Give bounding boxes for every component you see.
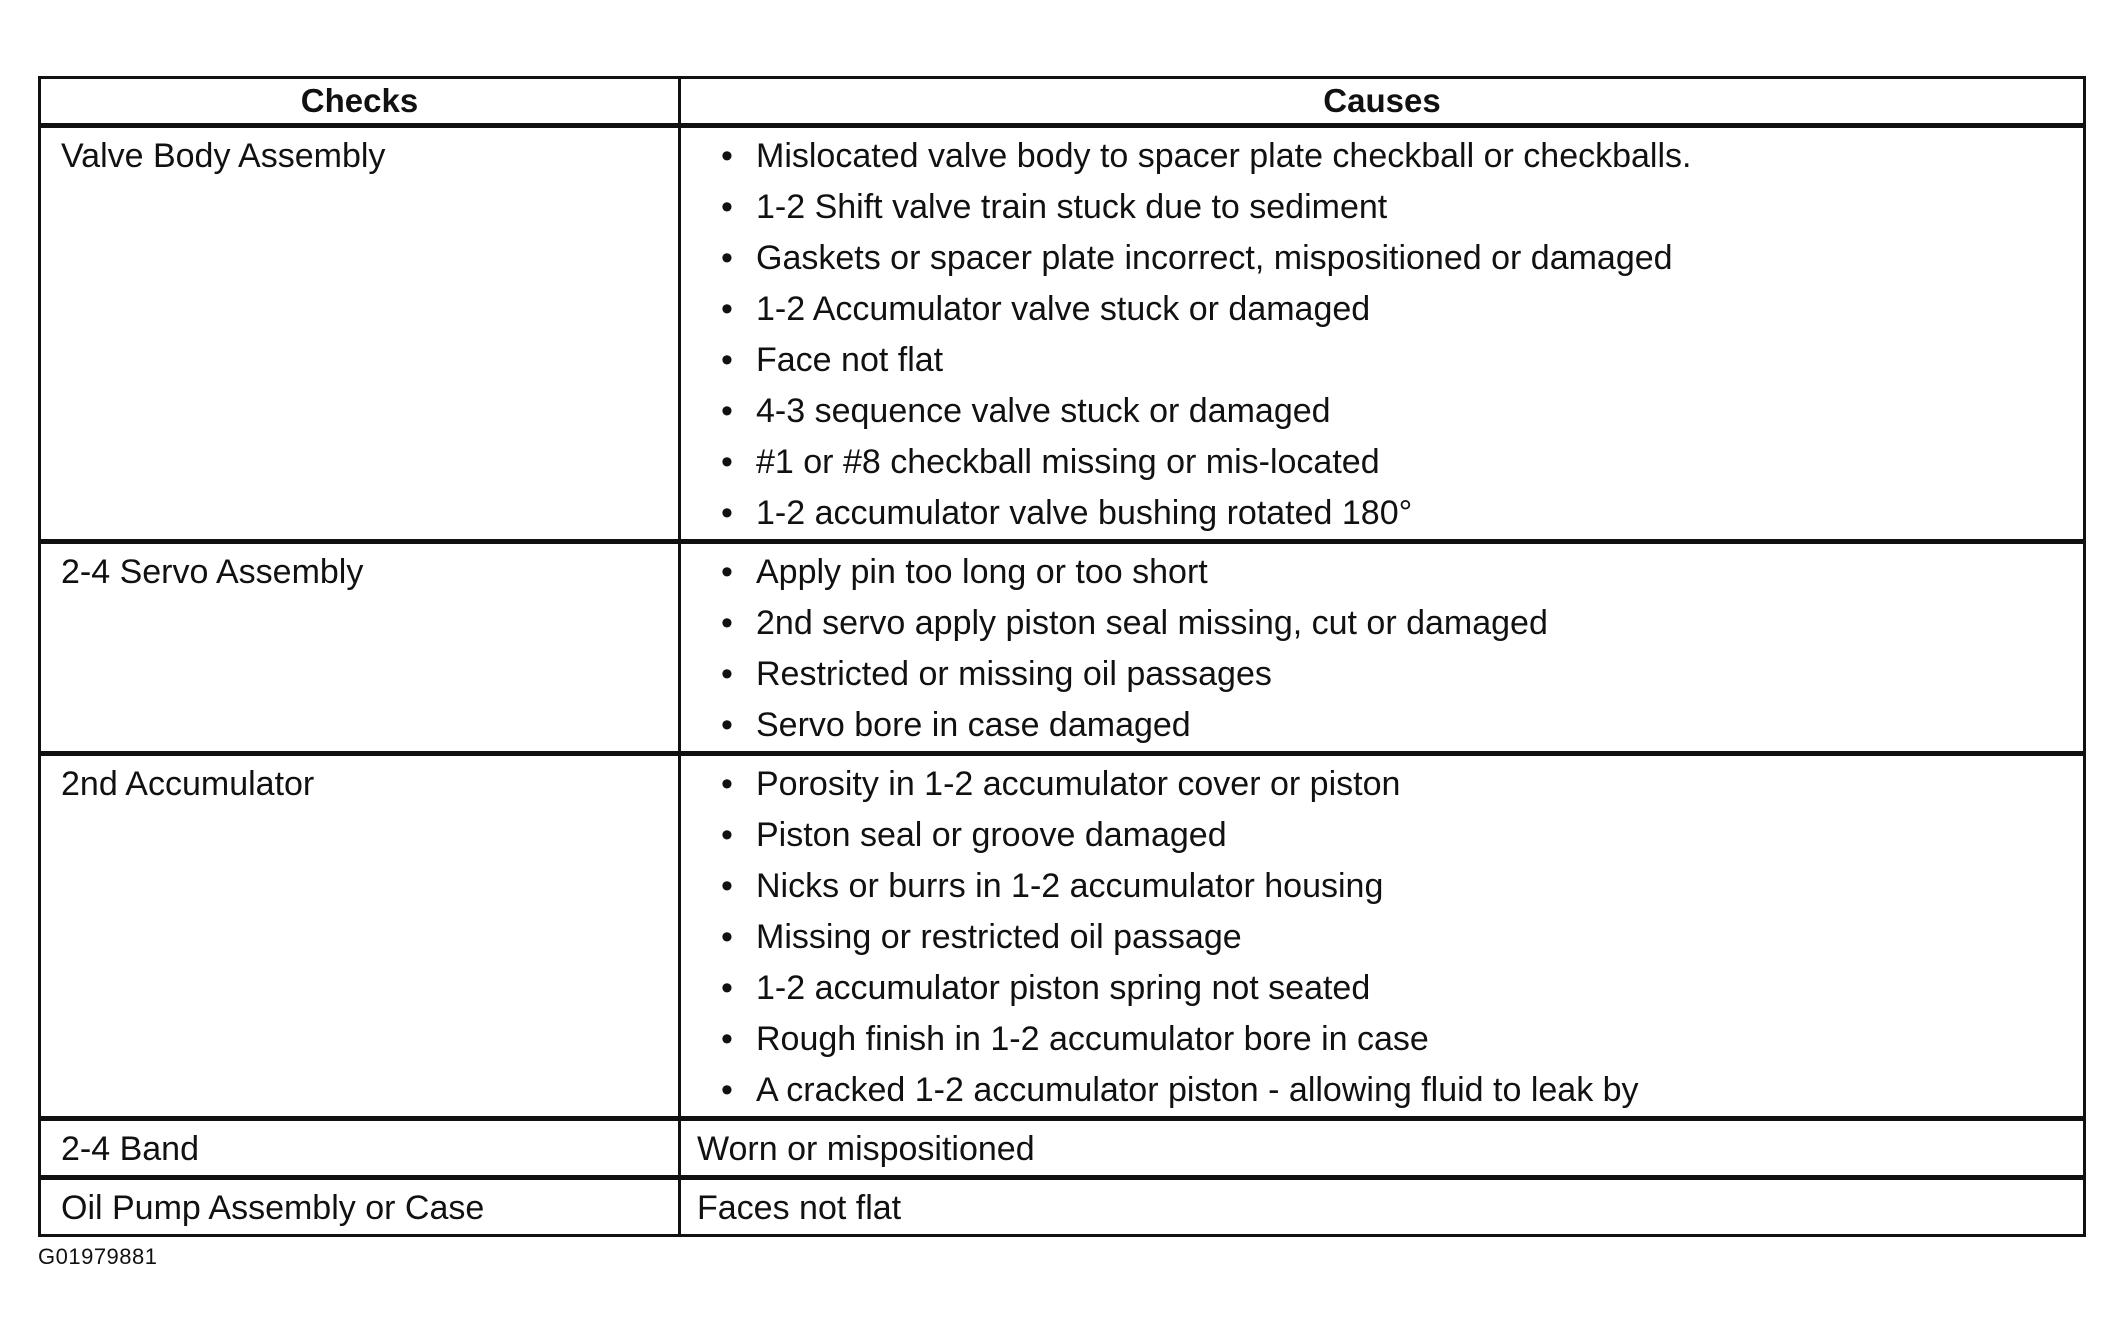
diagnosis-table: [38, 76, 2086, 1237]
cause-item: [721, 759, 2073, 810]
bullet-icon: •: [721, 655, 733, 693]
cause-item: [721, 437, 2073, 488]
bullet-icon: •: [721, 1020, 733, 1058]
causes-cell: [680, 754, 2085, 1119]
cause-item: [721, 182, 2073, 233]
cause-cell: Faces not flat: [680, 1178, 2085, 1236]
cause-item: [721, 233, 2073, 284]
bullet-icon: •: [721, 918, 733, 956]
causes-list: [721, 547, 2073, 751]
bullet-icon: •: [721, 553, 733, 591]
cause-item: [721, 598, 2073, 649]
cause-text: A cracked 1-2 accumulator piston - allowing fluid to leak by: [756, 1071, 1639, 1109]
cause-item: [721, 1014, 2073, 1065]
table-row: [40, 1119, 2085, 1178]
check-cell: 2-4 Band: [40, 1119, 680, 1178]
cause-item: [721, 488, 2073, 539]
cause-text: 2nd servo apply piston seal missing, cut or damaged: [756, 604, 1548, 642]
cause-text: Gaskets or spacer plate incorrect, mispositioned or damaged: [756, 239, 1673, 277]
cause-item: [721, 810, 2073, 861]
cause-text: Restricted or missing oil passages: [756, 655, 1272, 693]
table-row: [40, 1178, 2085, 1236]
cause-text: Mislocated valve body to spacer plate checkball or checkballs.: [756, 137, 1692, 175]
cause-item: [721, 861, 2073, 912]
causes-list: [721, 131, 2073, 539]
bullet-icon: •: [721, 443, 733, 481]
figure-id: G01979881: [38, 1244, 158, 1269]
check-cell: Valve Body Assembly: [40, 126, 680, 542]
cause-text: Nicks or burrs in 1-2 accumulator housing: [756, 867, 1384, 905]
table-row: [40, 126, 2085, 542]
cause-text: 1-2 Accumulator valve stuck or damaged: [756, 290, 1371, 328]
cause-item: [721, 649, 2073, 700]
cause-text: Rough finish in 1-2 accumulator bore in case: [756, 1020, 1429, 1058]
cause-text: 4-3 sequence valve stuck or damaged: [756, 392, 1331, 430]
header-row: [40, 78, 2085, 126]
bullet-icon: •: [721, 290, 733, 328]
cause-text: 1-2 accumulator piston spring not seated: [756, 969, 1371, 1007]
header-checks: Checks: [40, 78, 680, 126]
cause-cell: Worn or mispositioned: [680, 1119, 2085, 1178]
table-row: [40, 754, 2085, 1119]
bullet-icon: •: [721, 341, 733, 379]
bullet-icon: •: [721, 392, 733, 430]
causes-cell: [680, 126, 2085, 542]
bullet-icon: •: [721, 188, 733, 226]
cause-item: [721, 131, 2073, 182]
check-cell: 2-4 Servo Assembly: [40, 542, 680, 754]
cause-item: [721, 547, 2073, 598]
bullet-icon: •: [721, 604, 733, 642]
cause-text: Piston seal or groove damaged: [756, 816, 1227, 854]
header-causes: Causes: [680, 78, 2085, 126]
cause-text: Servo bore in case damaged: [756, 706, 1191, 744]
cause-item: [721, 284, 2073, 335]
cause-item: [721, 963, 2073, 1014]
cause-text: Face not flat: [756, 341, 944, 379]
cause-text: 1-2 accumulator valve bushing rotated 180°: [756, 494, 1413, 532]
bullet-icon: •: [721, 1071, 733, 1109]
bullet-icon: •: [721, 816, 733, 854]
bullet-icon: •: [721, 969, 733, 1007]
bullet-icon: •: [721, 765, 733, 803]
cause-item: [721, 1065, 2073, 1116]
bullet-icon: •: [721, 867, 733, 905]
bullet-icon: •: [721, 494, 733, 532]
causes-cell: [680, 542, 2085, 754]
check-cell: 2nd Accumulator: [40, 754, 680, 1119]
cause-item: [721, 335, 2073, 386]
causes-list: [721, 759, 2073, 1116]
cause-item: [721, 912, 2073, 963]
cause-text: 1-2 Shift valve train stuck due to sediment: [756, 188, 1388, 226]
cause-item: [721, 386, 2073, 437]
check-cell: Oil Pump Assembly or Case: [40, 1178, 680, 1236]
table-row: [40, 542, 2085, 754]
cause-item: [721, 700, 2073, 751]
cause-text: #1 or #8 checkball missing or mis-located: [756, 443, 1380, 481]
cause-text: Apply pin too long or too short: [756, 553, 1208, 591]
bullet-icon: •: [721, 137, 733, 175]
cause-text: Missing or restricted oil passage: [756, 918, 1242, 956]
cause-text: Porosity in 1-2 accumulator cover or piston: [756, 765, 1401, 803]
bullet-icon: •: [721, 706, 733, 744]
bullet-icon: •: [721, 239, 733, 277]
